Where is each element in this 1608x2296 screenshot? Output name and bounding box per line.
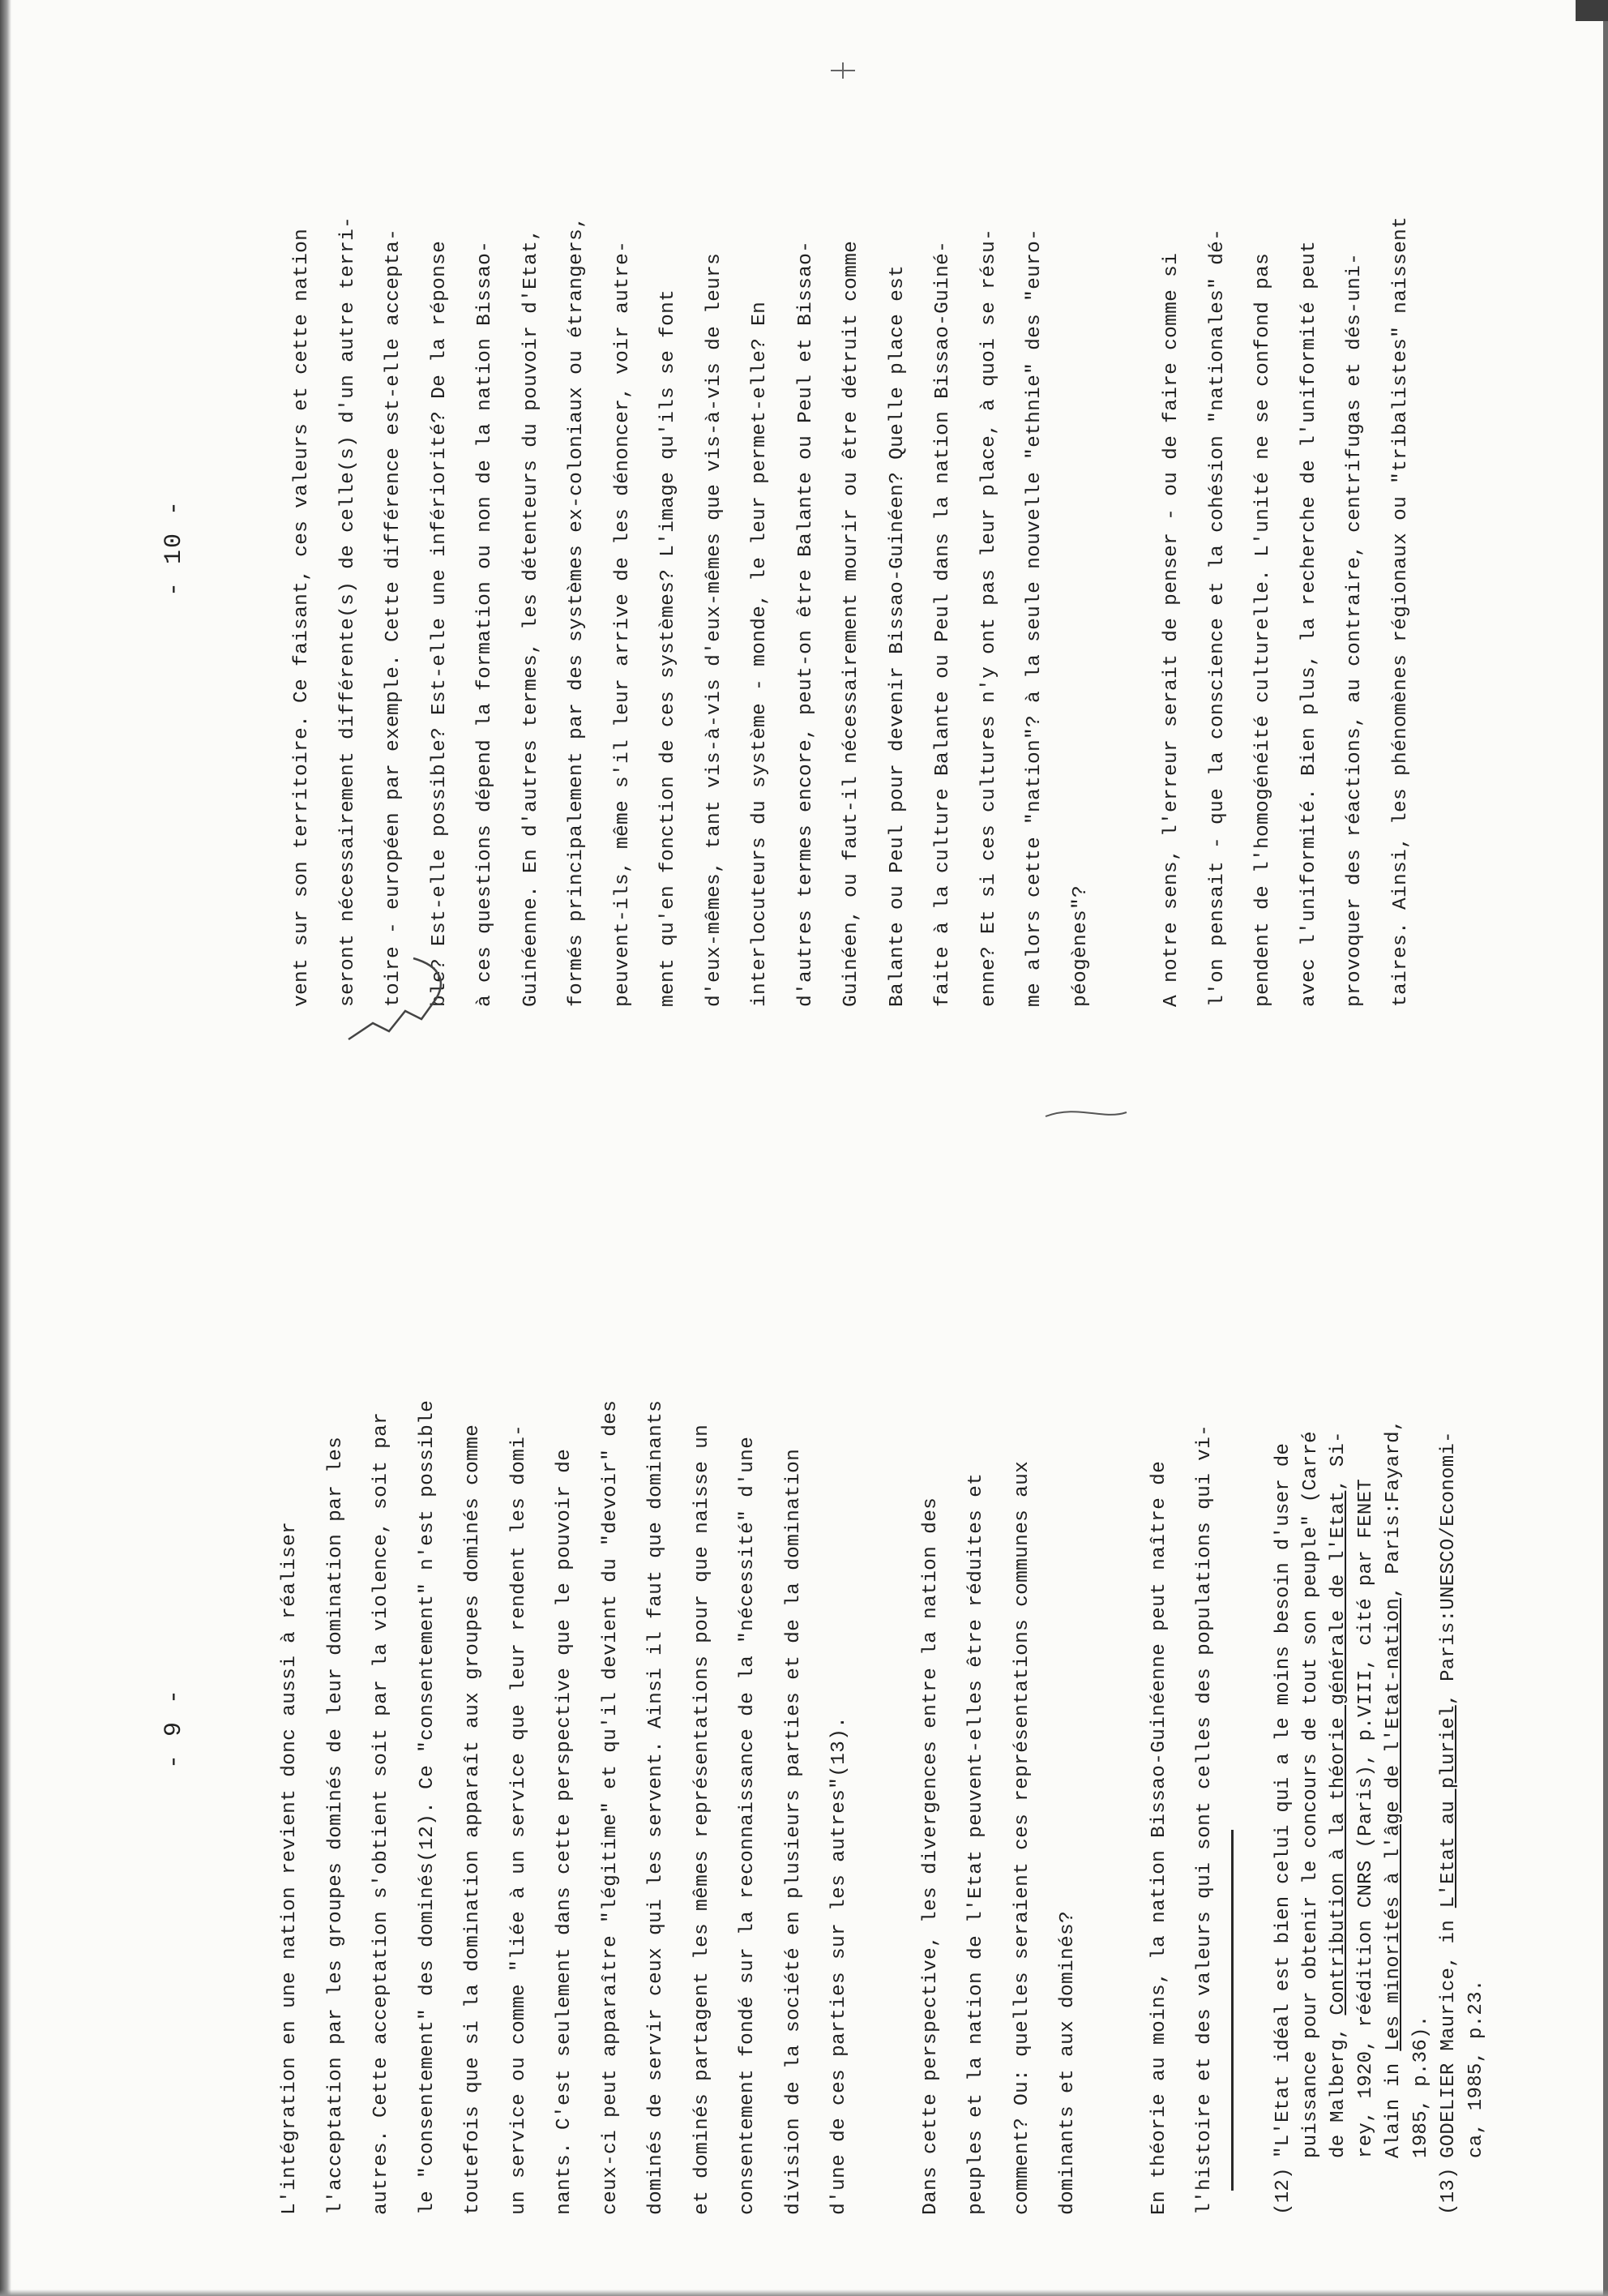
text-line: avec l'uniformité. Bien plus, la recherche de l'uniformité peut: [1298, 240, 1320, 1007]
text-line: dominants et aux dominés?: [1057, 1910, 1079, 2215]
footnote: [1270, 1419, 1435, 2215]
text-line: l'acceptation par les groupes dominés de leur domination par les: [324, 1436, 347, 2215]
footnote-line: [1270, 1419, 1298, 2158]
footnote-line: [1325, 1419, 1353, 2158]
page-10-body: [280, 216, 1424, 1007]
footnote-text-run: , Si-: [1328, 1431, 1349, 1491]
text-line: autres. Cette acceptation s'obtient soit par la violence, soit par: [370, 1411, 392, 2215]
footnote-line: [1408, 1419, 1435, 2158]
footnote-text-run: , Paris:Fayard,: [1383, 1419, 1405, 1598]
text-line: d'autres termes encore, peut-on être Balante ou Peul et Bissao-: [794, 240, 817, 1007]
text-line: Guinéenne. En d'autres termes, les détenteurs du pouvoir d'Etat,: [520, 228, 542, 1007]
footnote-text-run: GODELIER Maurice, in: [1438, 1908, 1460, 2158]
footnote-number: (12): [1272, 2167, 1294, 2215]
footnote-text-run: rey, 1920, réédition CNRS (Paris), p.VIII, cité par FENET: [1355, 1478, 1377, 2158]
footnote-line: [1463, 1419, 1490, 2158]
text-line: nants. C'est seulement dans cette perspective que le pouvoir de: [554, 1448, 575, 2215]
page-9-footnotes: [1270, 1419, 1490, 2215]
text-line: enne? Et si ces cultures n'y ont pas leur place, à quoi se résu-: [977, 228, 1000, 1007]
footnote-text-run: "L'Etat idéal est bien celui qui a le moins besoin d'user de: [1272, 1442, 1294, 2158]
footnote-line: [1298, 1419, 1325, 2158]
footnote-text-run: Alain in: [1383, 2050, 1405, 2158]
text-line: ceux-ci peut apparaître "légitime" et qu'il devient du "devoir" des: [599, 1399, 622, 2215]
text-line: l'histoire et des valeurs qui sont celles des populations qui vi-: [1194, 1424, 1216, 2215]
text-line: taires. Ainsi, les phénomènes régionaux ou "tribalistes" naissent: [1389, 216, 1412, 1007]
cited-title: L'Etat au pluriel: [1438, 1705, 1460, 1908]
text-line: pendent de l'homogénéité culturelle. L'unité ne se confond pas: [1252, 252, 1274, 1007]
text-line: d'eux-mêmes, tant vis-à-vis d'eux-mêmes que vis-à-vis de leurs: [703, 252, 725, 1007]
footnote-line: [1435, 1419, 1463, 2158]
text-line: faite à la culture Balante ou Peul dans la nation Bissao-Guiné-: [932, 240, 954, 1007]
text-line: division de la société en plusieurs parties et de la domination: [782, 1448, 805, 2215]
text-line: consentement fondé sur la reconnaissance de la "nécessité" d'une: [737, 1436, 759, 2215]
footnote-text-run: de Malberg,: [1328, 2015, 1349, 2158]
footnote-separator: [1231, 1830, 1234, 2191]
cited-title: Les minorités à l'âge de l'Etat-nation: [1383, 1597, 1405, 2051]
margin-mark: [827, 58, 859, 83]
page-number-10: - 10 -: [160, 499, 188, 597]
text-line: d'une de ces parties sur les autres"(13).: [828, 1716, 850, 2215]
text-line: à ces questions dépend la formation ou non de la nation Bissao-: [474, 240, 496, 1007]
handwritten-scribble: [340, 950, 454, 1056]
text-line: peuples et la nation de l'Etat peuvent-elles être réduites et: [965, 1472, 987, 2215]
text-line: toutefois que si la domination apparaît aux groupes dominés comme: [462, 1424, 484, 2215]
footnote-text: [1435, 1419, 1490, 2158]
text-line: L'intégration en une nation revient donc aussi à réaliser: [279, 1521, 301, 2215]
text-line: ble? Est-elle possible? Est-elle une infériorité? De la réponse: [428, 240, 451, 1007]
text-line: provoquer des réactions, au contraire, centrifugas et dés-uni-: [1344, 252, 1366, 1007]
text-line: un service ou comme "liée à un service que leur rendent les domi-: [507, 1424, 530, 2215]
footnote: [1435, 1419, 1490, 2215]
text-line: A notre sens, l'erreur serait de penser - ou de faire comme si: [1161, 252, 1182, 1007]
text-line: Dans cette perspective, les divergences entre la nation des: [919, 1497, 942, 2215]
page-number-9: - 9 -: [160, 1687, 188, 1769]
footnote-text-run: ca, 1985, p.23.: [1465, 1979, 1487, 2158]
text-line: seront nécessairement différente(s) de celle(s) d'un autre terri-: [336, 216, 359, 1007]
paragraph-gap: [1104, 216, 1149, 1007]
footnote-line: [1380, 1419, 1408, 2158]
text-line: Balante ou Peul pour devenir Bissao-Guinéen? Quelle place est: [886, 264, 909, 1007]
text-line: En théorie au moins, la nation Bissao-Guinéenne peut naître de: [1148, 1460, 1170, 2215]
footnote-text-run: puissance pour obtenir le concours de tout son peuple" (Carré: [1300, 1431, 1322, 2158]
footnote-text: [1270, 1419, 1435, 2158]
text-line: l'on pensait - que la conscience et la cohésion "nationales" dé-: [1206, 228, 1229, 1007]
text-line: et dominés partagent les mêmes représentations pour que naisse un: [691, 1424, 713, 2215]
text-line: vent sur son territoire. Ce faisant, ces valeurs et cette nation: [291, 228, 313, 1007]
cited-title: Contribution à la théorie générale de l'Etat: [1328, 1490, 1349, 2015]
text-line: formés principalement par des systèmes ex-coloniaux ou étrangers,: [566, 216, 588, 1007]
text-line: ment qu'en fonction de ces systèmes? L'image qu'ils se font: [657, 289, 679, 1007]
footnote-text-run: , Paris:UNESCO/Economi-: [1438, 1431, 1460, 1706]
text-line: péogènes"?: [1069, 885, 1092, 1007]
text-line: toire - européen par exemple. Cette différence est-elle accepta-: [383, 228, 404, 1007]
footnote-line: [1353, 1419, 1380, 2158]
footnote-text-run: 1985, p.36).: [1410, 2015, 1432, 2158]
text-line: interlocuteurs du système - monde, le leur permet-elle? En: [749, 301, 771, 1007]
footnote-number: (13): [1438, 2167, 1460, 2215]
text-line: dominés de servir ceux qui les servent. Ainsi il faut que dominants: [645, 1399, 667, 2215]
text-line: me alors cette "nation"? à la seule nouvelle "ethnie" des "euro-: [1024, 228, 1046, 1007]
text-line: comment? Ou: quelles seraient ces représentations communes aux: [1011, 1460, 1033, 2215]
pencil-mark: [1037, 1084, 1135, 1141]
paragraph-gap: [1092, 1400, 1137, 2215]
text-line: peuvent-ils, même s'il leur arrive de les dénoncer, voir autre-: [611, 240, 634, 1007]
paragraph-gap: [863, 1400, 909, 2215]
text-line: le "consentement" des dominés(12). Ce "consentement" n'est possible: [416, 1399, 438, 2215]
text-line: Guinéen, ou faut-il nécessairement mourir ou être détruit comme: [840, 240, 862, 1007]
page-9-body: [267, 1400, 1229, 2215]
